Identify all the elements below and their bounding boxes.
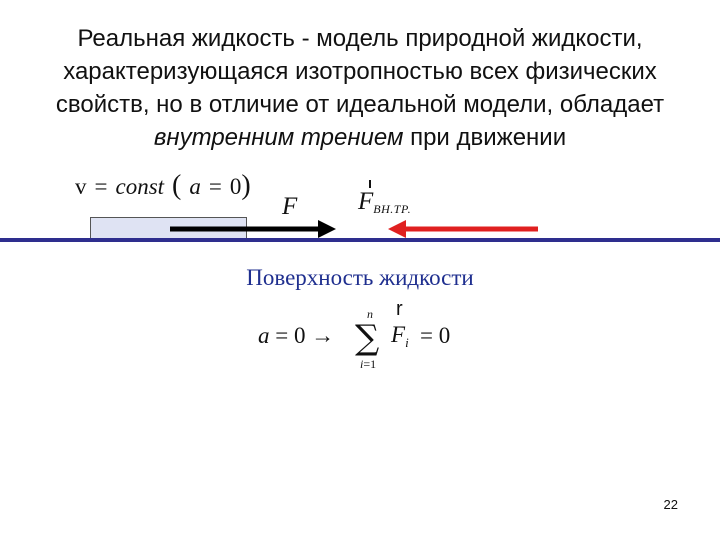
left-paren: ( (172, 170, 182, 201)
internal-friction-term: внутренним трением (153, 124, 404, 151)
zero-bottom: 0 (293, 323, 306, 348)
sum-upper-limit: n (367, 307, 373, 321)
implies-arrow: → (311, 323, 335, 348)
acceleration-symbol-bottom: a (258, 323, 270, 348)
heading-line-2: характеризующаяся изотропностью всех физических (63, 58, 657, 85)
sum-index-start: =1 (363, 357, 377, 371)
vector-mark-r: r (396, 298, 403, 320)
const-word: const (115, 174, 165, 199)
friction-force-subscript: ВН.ТР. (373, 202, 412, 216)
right-paren: ) (241, 170, 251, 201)
sum-lower-limit (360, 357, 376, 372)
equals-sign-2: = (208, 174, 222, 199)
acceleration-symbol: a (189, 174, 201, 199)
velocity-symbol: v (75, 174, 87, 199)
zero-acceleration-formula (258, 323, 334, 349)
equals-sign-bottom: = (275, 323, 289, 348)
force-subscript: i (405, 335, 409, 350)
sum-result: = 0 (420, 323, 451, 348)
zero-value: 0 (229, 174, 242, 199)
force-symbol: F (391, 322, 406, 347)
applied-force-arrow-head (318, 220, 336, 238)
surface-label: Поверхность жидкости (246, 265, 474, 290)
sum-index: i (360, 357, 364, 371)
friction-force-symbol: F (358, 188, 374, 215)
friction-force-arrow-head (388, 220, 406, 238)
heading-line-4-rest: при движении (403, 124, 567, 151)
page-number: 22 (663, 497, 678, 512)
heading-line-1: Реальная жидкость - модель природной жидкости, (77, 25, 643, 52)
force-i-symbol (391, 322, 409, 351)
sum-sigma-icon: ∑ (355, 318, 380, 358)
heading-line-3: свойств, но в отличие от идеальной модели, обладает (55, 91, 665, 118)
equals-sign: = (94, 174, 108, 199)
applied-force-label: F (282, 193, 298, 220)
